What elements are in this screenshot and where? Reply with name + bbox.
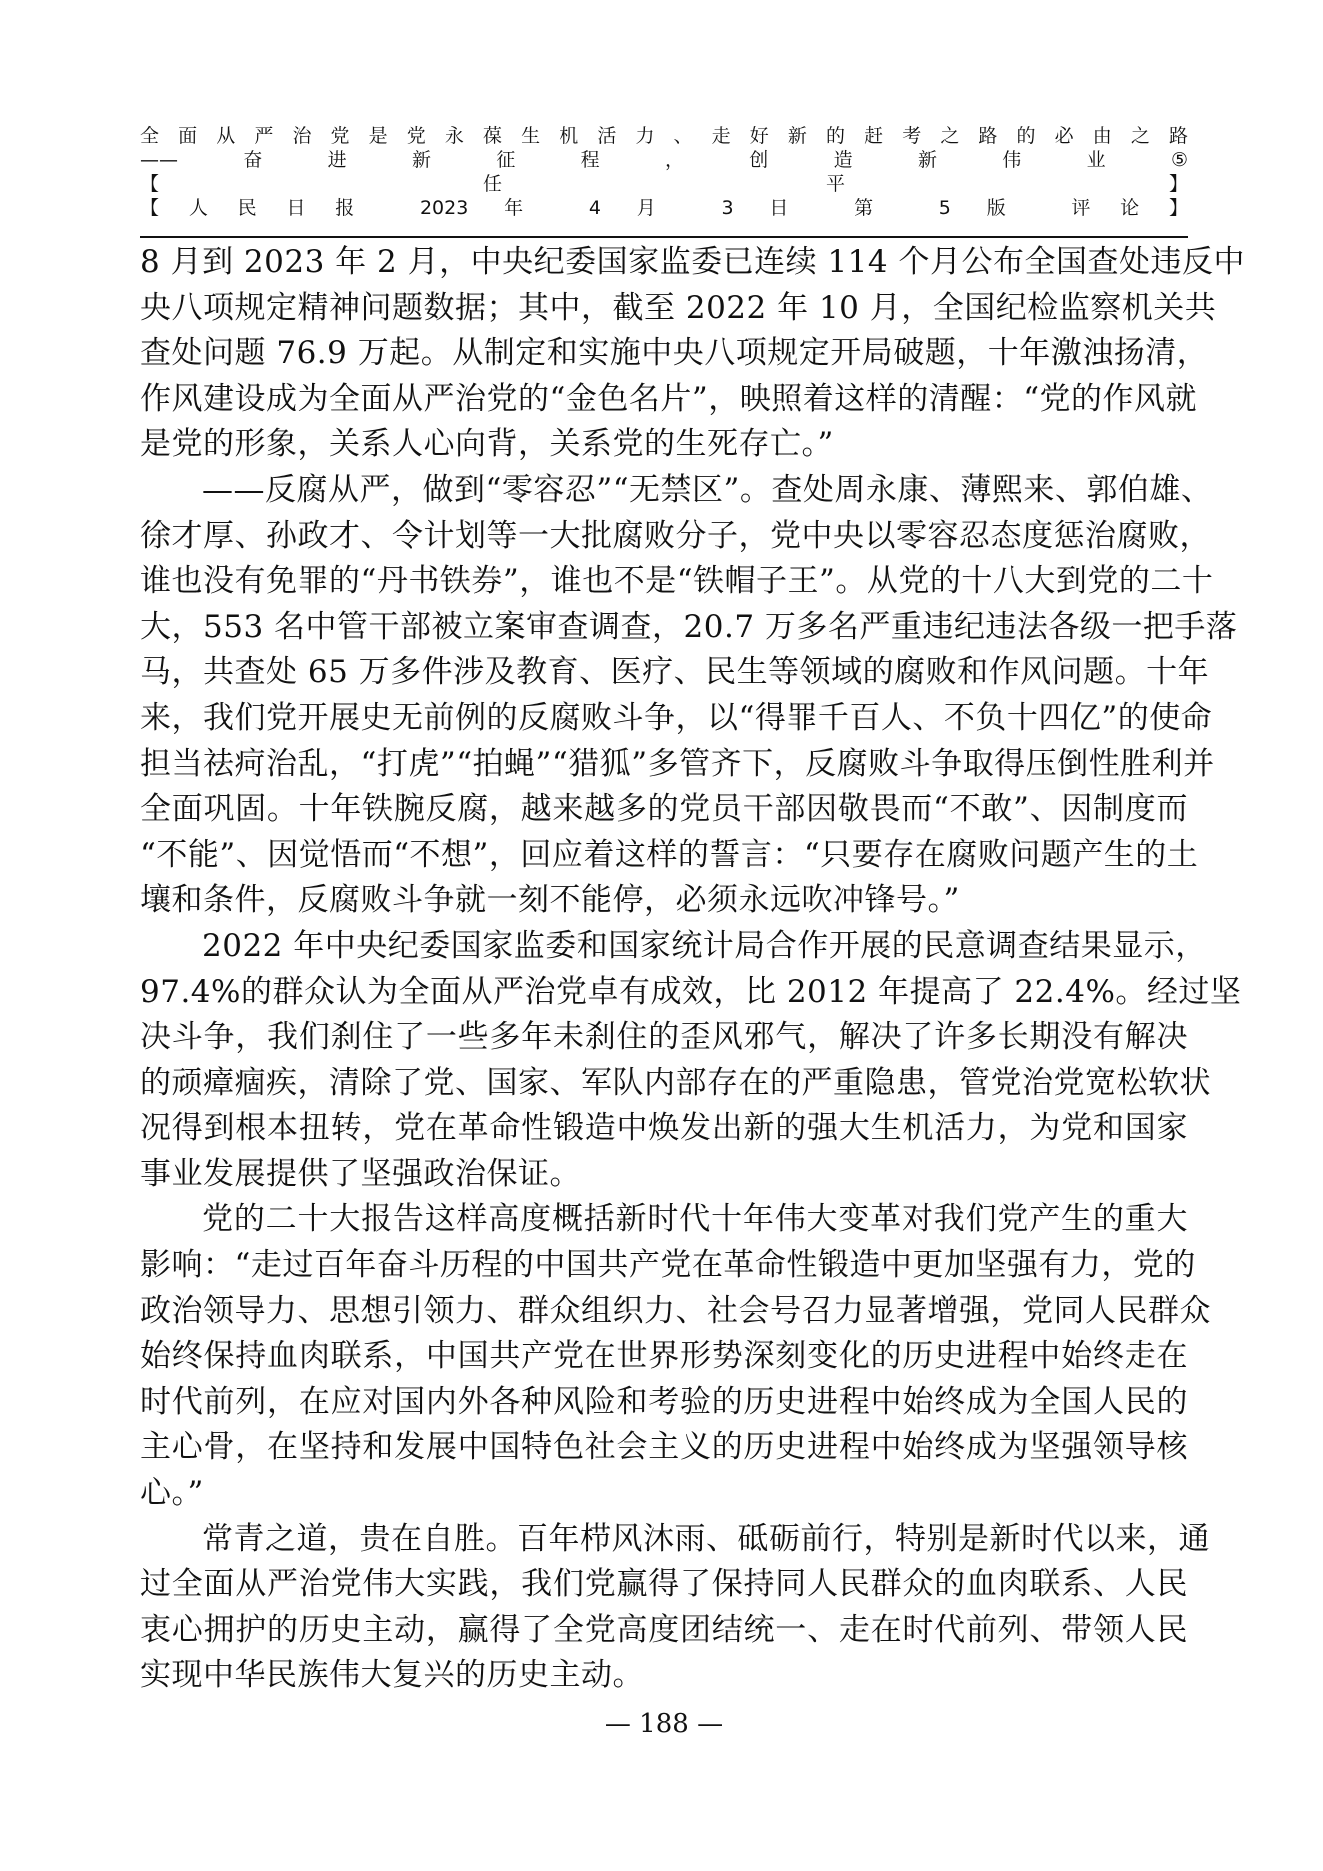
text-line: ——反腐从严，做到“零容忍”“无禁区”。查处周永康、薄熙来、郭伯雄、 — [202, 471, 1213, 508]
text-line: 作风建设成为全面从严治党的“金色名片”，映照着这样的清醒：“党的作风就 — [140, 380, 1198, 417]
article-body — [140, 240, 1245, 1699]
text-line: 97.4%的群众认为全面从严治党卓有成效，比 2012 年提高了 22.4%。经过坚 — [140, 973, 1242, 1010]
text-line: 影响：“走过百年奋斗历程的中国共产党在革命性锻造中更加坚强有力，党的 — [140, 1247, 1196, 1284]
text-line: 大，553 名中管干部被立案审查调查，20.7 万多名严重违纪违法各级一把手落 — [140, 608, 1238, 645]
text-line: 查处问题 76.9 万起。从制定和实施中央八项规定开局破题，十年激浊扬清， — [140, 335, 1209, 372]
article-subtitle: ——奋进新征程，创造新伟业⑤ — [140, 149, 1188, 171]
text-line: 决斗争，我们刹住了一些多年未刹住的歪风邪气，解决了许多长期没有解决 — [140, 1019, 1188, 1056]
text-line: 担当祛疴治乱，“打虎”“拍蝇”“猎狐”多管齐下，反腐败斗争取得压倒性胜利并 — [140, 745, 1215, 782]
text-line: 实现中华民族伟大复兴的历史主动。 — [140, 1657, 644, 1694]
text-line: 常青之道，贵在自胜。百年栉风沐雨、砥砺前行，特别是新时代以来，通 — [202, 1520, 1210, 1557]
text-line: 过全面从严治党伟大实践，我们党赢得了保持同人民群众的血肉联系、人民 — [140, 1566, 1188, 1603]
page-number: — 188 — — [604, 1709, 724, 1739]
text-line: 时代前列，在应对国内外各种风险和考验的历史进程中始终成为全国人民的 — [140, 1383, 1188, 1420]
paragraph-2 — [140, 468, 1238, 924]
text-line: 壤和条件，反腐败斗争就一刻不能停，必须永远吹冲锋号。” — [140, 882, 960, 919]
text-line: 谁也没有免罪的“丹书铁券”，谁也不是“铁帽子王”。从党的十八大到党的二十 — [140, 563, 1214, 600]
article-title: 全面从严治党是党永葆生机活力、走好新的赶考之路的必由之路 — [140, 125, 1188, 147]
text-line: 2022 年中央纪委国家监委和国家统计局合作开展的民意调查结果显示， — [202, 927, 1207, 964]
text-line: 马，共查处 65 万多件涉及教育、医疗、民生等领域的腐败和作风问题。十年 — [140, 654, 1210, 691]
text-line: 心。” — [140, 1475, 204, 1512]
document-header — [140, 124, 1188, 220]
paragraph-4 — [140, 1197, 1211, 1516]
article-author: 【任平】 — [140, 173, 1188, 195]
article-source: 【人民日报 2023 年 4 月 3 日 第 5 版 评论】 — [140, 197, 1188, 219]
text-line: 全面巩固。十年铁腕反腐，越来越多的党员干部因敬畏而“不敢”、因制度而 — [140, 791, 1188, 828]
text-line: 主心骨，在坚持和发展中国特色社会主义的历史进程中始终成为坚强领导核 — [140, 1429, 1188, 1466]
text-line: “不能”、因觉悟而“不想”，回应着这样的誓言：“只要存在腐败问题产生的土 — [140, 836, 1199, 873]
text-line: 是党的形象，关系人心向背，关系党的生死存亡。” — [140, 426, 834, 463]
text-line: 来，我们党开展史无前例的反腐败斗争，以“得罪千百人、不负十四亿”的使命 — [140, 699, 1213, 736]
paragraph-1 — [140, 240, 1245, 468]
paragraph-5 — [140, 1517, 1210, 1699]
text-line: 徐才厚、孙政才、令计划等一大批腐败分子，党中央以零容忍态度惩治腐败， — [140, 517, 1211, 554]
text-line: 的顽瘴痼疾，清除了党、国家、军队内部存在的严重隐患，管党治党宽松软状 — [140, 1064, 1211, 1101]
text-line: 始终保持血肉联系，中国共产党在世界形势深刻变化的历史进程中始终走在 — [140, 1338, 1188, 1375]
text-line: 政治领导力、思想引领力、群众组织力、社会号召力显著增强，党同人民群众 — [140, 1292, 1211, 1329]
text-line: 衷心拥护的历史主动，赢得了全党高度团结统一、走在时代前列、带领人民 — [140, 1611, 1188, 1648]
text-line: 事业发展提供了坚强政治保证。 — [140, 1155, 581, 1192]
text-line: 央八项规定精神问题数据；其中，截至 2022 年 10 月，全国纪检监察机关共 — [140, 289, 1217, 326]
text-line: 况得到根本扭转，党在革命性锻造中焕发出新的强大生机活力，为党和国家 — [140, 1110, 1188, 1147]
text-line: 8 月到 2023 年 2 月，中央纪委国家监委已连续 114 个月公布全国查处违反中 — [140, 244, 1245, 280]
text-line: 党的二十大报告这样高度概括新时代十年伟大变革对我们党产生的重大 — [202, 1201, 1188, 1238]
paragraph-3 — [140, 924, 1242, 1198]
header-divider — [140, 236, 1188, 238]
